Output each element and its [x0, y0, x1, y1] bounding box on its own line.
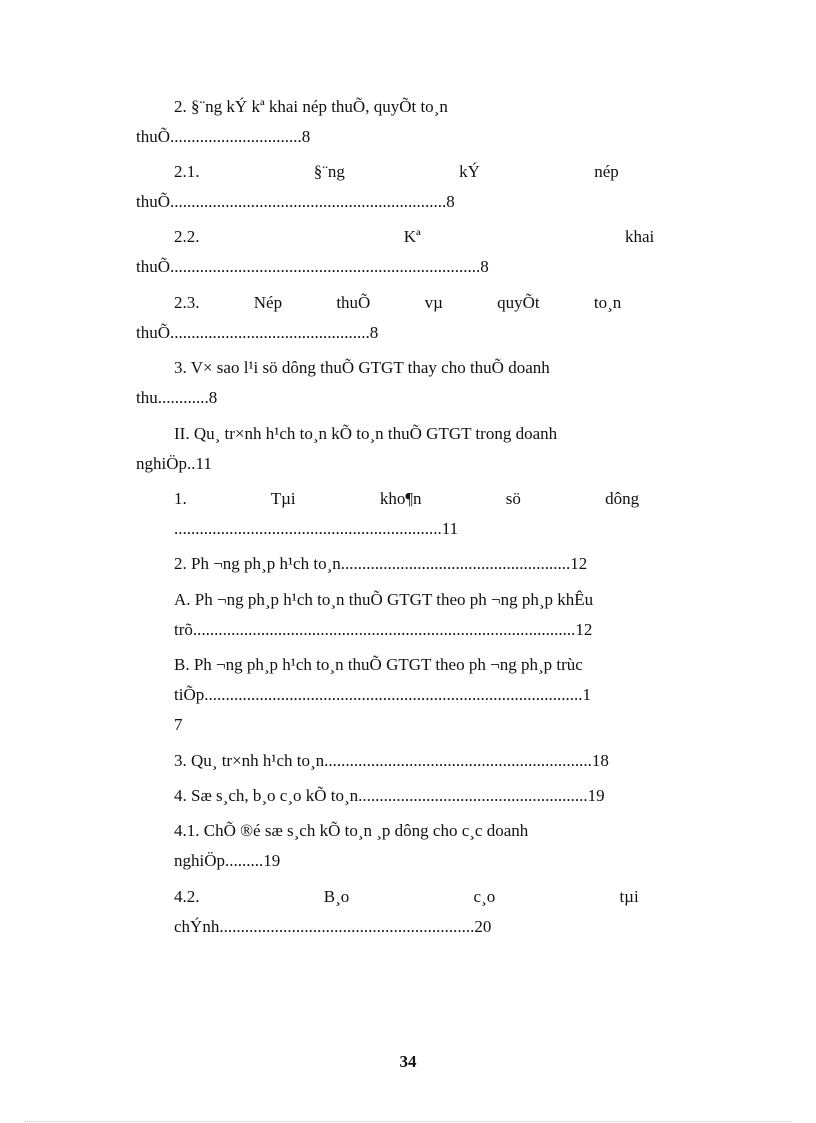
toc-entry-title: 2. §¨ng kÝ kª khai nép thuÕ, quyÕt to¸n: [174, 97, 448, 116]
toc-entry-title: 3. Qu¸ tr×nh h¹ch to¸n...............................................................18: [174, 751, 609, 770]
toc-entry: [174, 781, 730, 811]
toc-entry-page: 7: [174, 715, 183, 734]
toc-entry-title: A. Ph ¬ng ph¸p h¹ch to¸n thuÕ GTGT theo ph ¬ng ph¸p khÊu: [174, 590, 594, 609]
toc-entry-leader: thuÕ...............................................8: [136, 323, 379, 342]
toc-entry-title: II. Qu¸ tr×nh h¹ch to¸n kÕ to¸n thuÕ GTGT trong doanh: [174, 424, 558, 443]
toc-entry-leader: ...............................................................11: [174, 519, 459, 538]
toc-entry: [136, 288, 730, 348]
toc-entry: [136, 222, 730, 282]
toc-entry-leader: nghiÖp.........19: [174, 851, 281, 870]
toc-entry-title: 4.2. B¸o c¸o tµi: [174, 887, 639, 906]
toc-entry-title: 2.1. §¨ng kÝ nép: [174, 162, 619, 181]
toc-entry-title: 3. V× sao l¹i sö dông thuÕ GTGT thay cho thuÕ doanh: [174, 358, 550, 377]
toc-entry: [136, 92, 730, 152]
toc-entry-leader: trõ..........................................................................................12: [174, 620, 593, 639]
toc-entry-title: 1. Tµi kho¶n sö dông: [174, 489, 640, 508]
toc-entry: [136, 419, 730, 479]
toc-entry-title: 2. Ph ¬ng ph¸p h¹ch to¸n......................................................12: [174, 554, 588, 573]
page-number: 34: [399, 1052, 417, 1071]
toc-entry: [174, 816, 730, 876]
toc-entry-title: B. Ph ¬ng ph¸p h¹ch to¸n thuÕ GTGT theo ph ¬ng ph¸p trùc: [174, 655, 583, 674]
toc-entry-leader: chÝnh............................................................20: [174, 917, 492, 936]
toc-entry-leader: thuÕ.........................................................................8: [136, 257, 489, 276]
toc-entry: [136, 353, 730, 413]
toc-entry-title: 4.1. ChÕ ®é sæ s¸ch kÕ to¸n ¸p dông cho c¸c doanh: [174, 821, 529, 840]
page-bottom-divider: [24, 1121, 792, 1122]
toc-entry: [174, 585, 730, 645]
toc-entry: [174, 484, 730, 544]
toc-entry: [174, 650, 730, 740]
toc-entry: [174, 746, 730, 776]
toc-entry-title: 2.3. Nép thuÕ vµ quyÕt to¸n: [174, 293, 622, 312]
toc-entry-title: 4. Sæ s¸ch, b¸o c¸o kÕ to¸n......................................................19: [174, 786, 605, 805]
toc-entry-leader: thu............8: [136, 388, 218, 407]
toc-entry-leader: tiÕp.........................................................................................1: [174, 685, 591, 704]
toc-entry-leader: thuÕ...............................8: [136, 127, 311, 146]
toc-entry: [136, 157, 730, 217]
toc-entry-title: 2.2. Kª khai: [174, 227, 655, 246]
toc-entry-leader: nghiÖp..11: [136, 454, 212, 473]
toc-entry-leader: thuÕ.................................................................8: [136, 192, 455, 211]
toc-entry: [174, 549, 730, 579]
toc-entry: [174, 882, 730, 942]
